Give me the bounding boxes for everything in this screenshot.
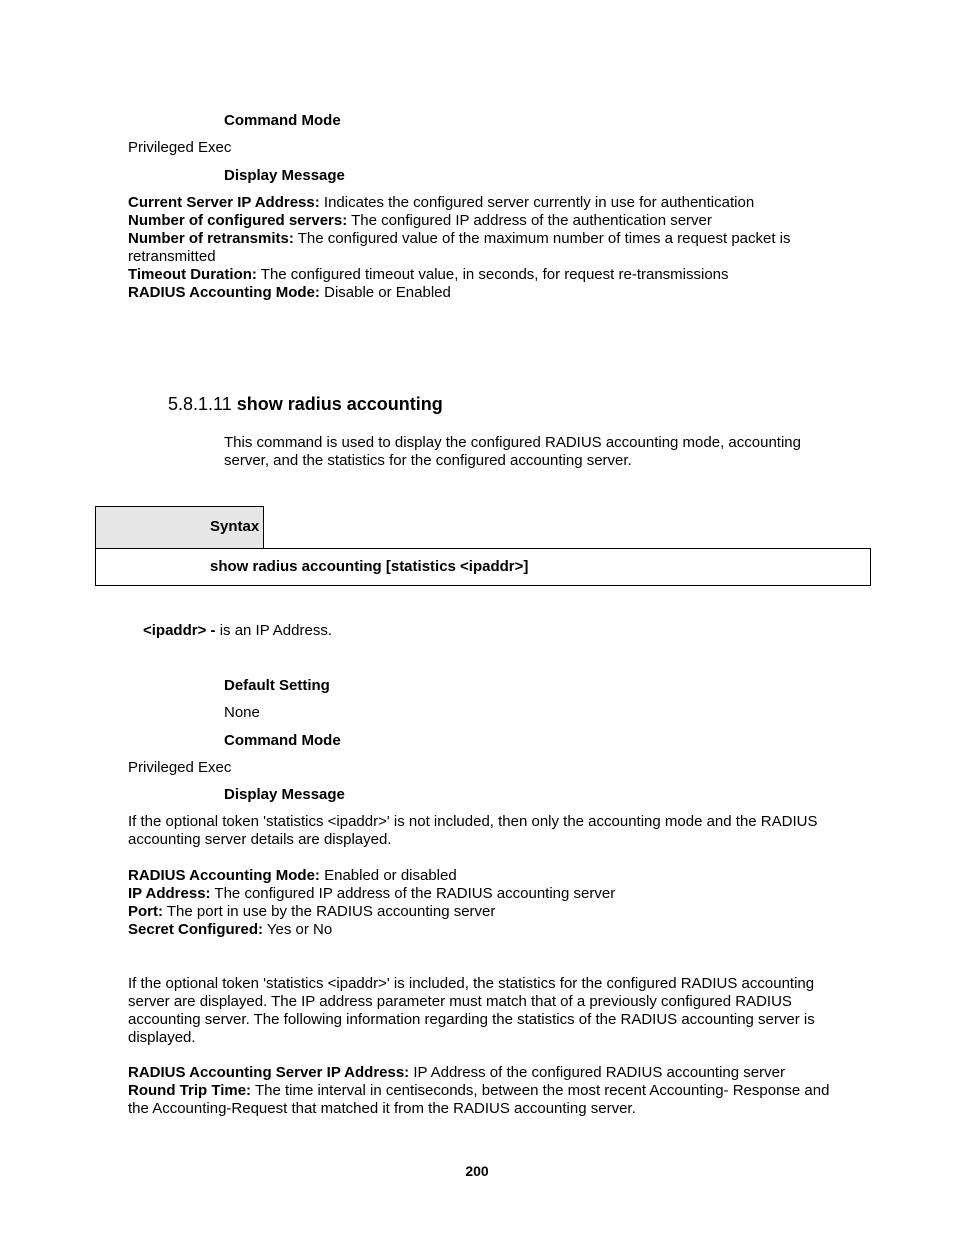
paragraph-line: server are displayed. The IP address parameter must match that of a previously configured RADIUS bbox=[128, 993, 792, 1010]
paragraph-line: If the optional token 'statistics <ipaddr>' is not included, then only the accounting mode and the RADIUS bbox=[128, 813, 818, 830]
field-row: Number of retransmits: The configured value of the maximum number of times a request packet is bbox=[128, 230, 791, 247]
section-number: 5.8.1.11 bbox=[168, 394, 232, 414]
syntax-command-cell bbox=[95, 548, 871, 586]
display-message-heading: Display Message bbox=[224, 786, 345, 803]
section-title: show radius accounting bbox=[236, 394, 443, 414]
command-mode-value: Privileged Exec bbox=[128, 759, 232, 776]
parameter-description bbox=[143, 622, 332, 640]
command-mode-heading: Command Mode bbox=[224, 732, 341, 749]
page-number: 200 bbox=[465, 1163, 489, 1179]
field-row: Round Trip Time: The time interval in centiseconds, between the most recent Accounting- Response and bbox=[128, 1082, 830, 1099]
command-mode-value: Privileged Exec bbox=[128, 139, 232, 156]
syntax-label: Syntax bbox=[210, 518, 260, 535]
field-row: Timeout Duration: The configured timeout value, in seconds, for request re-transmissions bbox=[128, 266, 729, 283]
field-row: IP Address: The configured IP address of the RADIUS accounting server bbox=[128, 885, 616, 902]
section-heading bbox=[168, 394, 443, 414]
default-setting-value: None bbox=[224, 704, 260, 721]
parameter-text: is an IP Address. bbox=[215, 622, 332, 639]
field-row: retransmitted bbox=[128, 248, 216, 265]
intro-line: This command is used to display the configured RADIUS accounting mode, accounting bbox=[224, 434, 801, 451]
paragraph-line: If the optional token 'statistics <ipaddr>' is included, the statistics for the configured RADIUS accounting bbox=[128, 975, 815, 992]
display-message-heading: Display Message bbox=[224, 167, 345, 184]
field-row: RADIUS Accounting Server IP Address: IP Address of the configured RADIUS accounting server bbox=[128, 1064, 785, 1081]
command-mode-heading: Command Mode bbox=[224, 112, 341, 129]
parameter-term: <ipaddr> - bbox=[143, 622, 216, 639]
field-row: RADIUS Accounting Mode: Enabled or disabled bbox=[128, 867, 457, 884]
field-row: the Accounting-Request that matched it from the RADIUS accounting server. bbox=[128, 1100, 636, 1117]
field-row: Secret Configured: Yes or No bbox=[128, 921, 333, 938]
syntax-command: show radius accounting [statistics <ipaddr>] bbox=[210, 558, 529, 575]
intro-line: server, and the statistics for the configured accounting server. bbox=[224, 452, 632, 469]
default-setting-heading: Default Setting bbox=[224, 677, 330, 694]
paragraph-line: accounting server details are displayed. bbox=[128, 831, 392, 848]
field-row: Port: The port in use by the RADIUS accounting server bbox=[128, 903, 496, 920]
paragraph-line: accounting server. The following information regarding the statistics of the RADIUS accounting server is bbox=[128, 1011, 815, 1028]
field-row: Number of configured servers: The configured IP address of the authentication server bbox=[128, 212, 712, 229]
field-row: RADIUS Accounting Mode: Disable or Enabled bbox=[128, 284, 451, 301]
syntax-header-cell bbox=[95, 506, 264, 549]
paragraph-line: displayed. bbox=[128, 1029, 196, 1046]
field-row: Current Server IP Address: Indicates the configured server currently in use for authentication bbox=[128, 194, 755, 211]
